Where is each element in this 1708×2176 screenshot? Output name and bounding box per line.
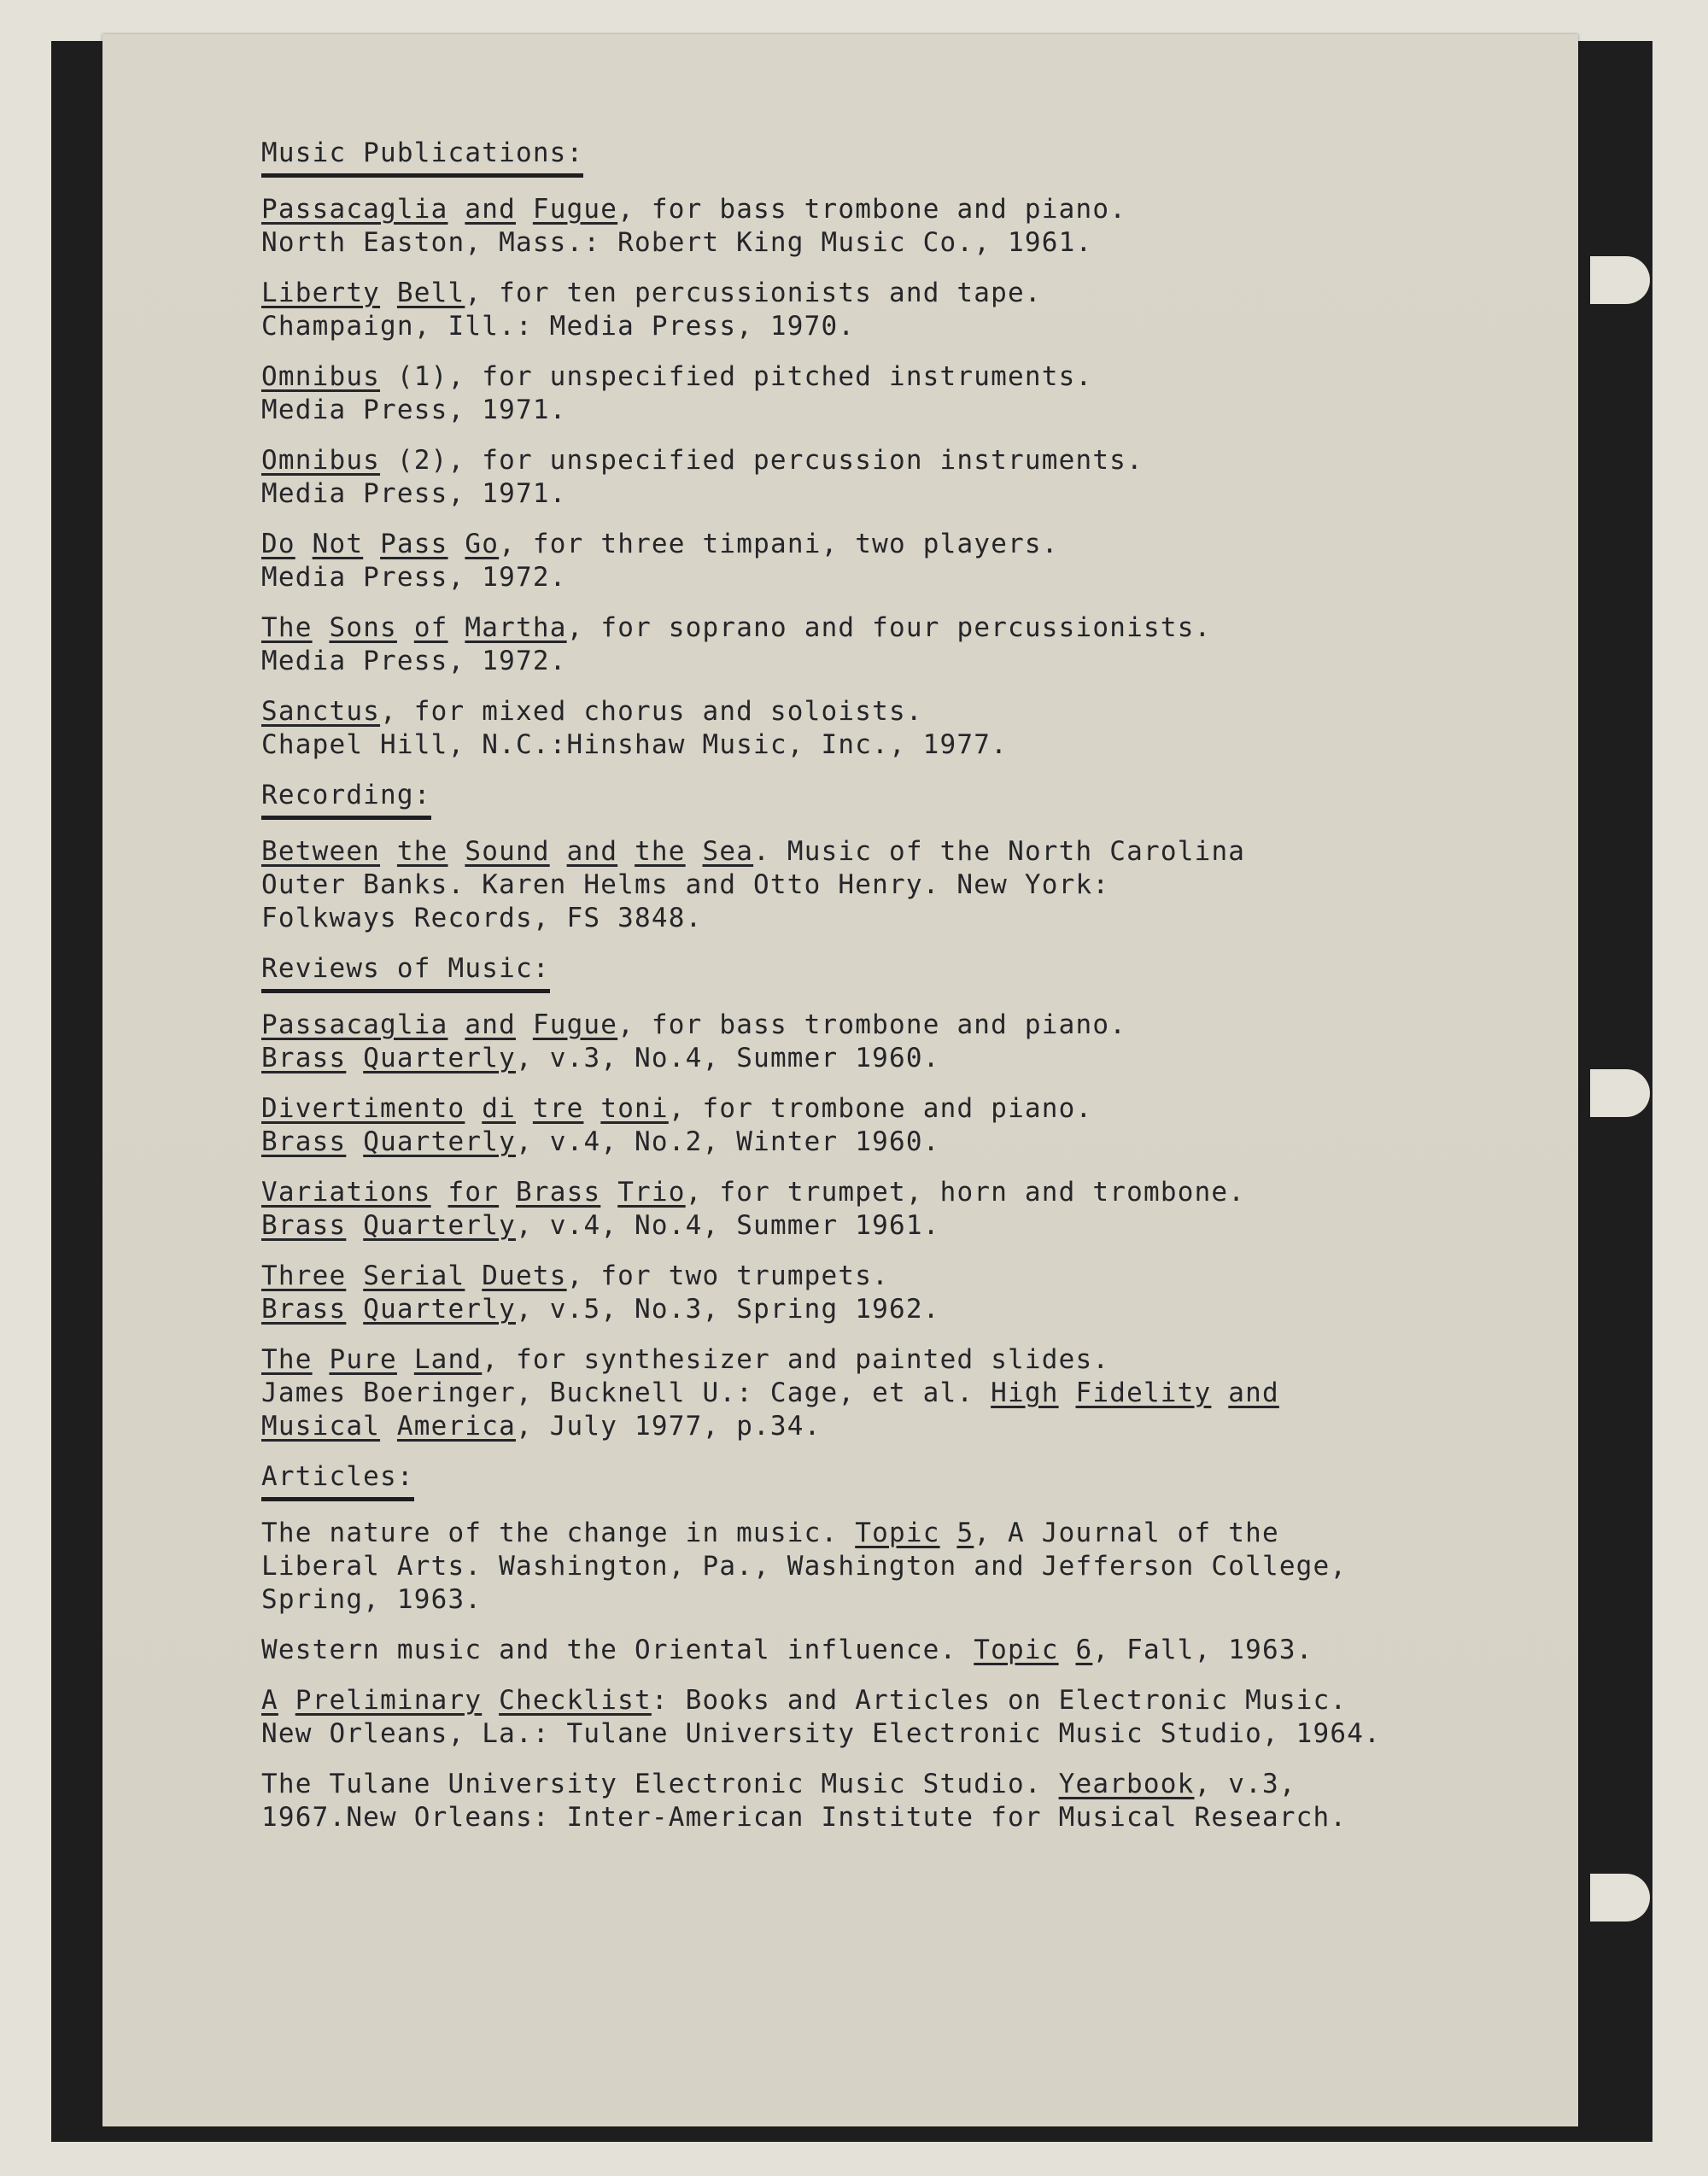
entry-line (261, 561, 1525, 594)
entry-line (261, 193, 1525, 226)
underlined-title-word: Topic (974, 1635, 1059, 1665)
entry-text: Liberal Arts. Washington, Pa., Washington and Jefferson College, (261, 1551, 1348, 1582)
bibliography-entry (261, 193, 1525, 260)
underlined-title-word: Duets (482, 1261, 567, 1291)
bibliography-entry (261, 1260, 1525, 1326)
entry-text (465, 1093, 482, 1124)
entry-text: Media Press, 1972. (261, 562, 567, 593)
entry-text: , v.5, No.3, Spring 1962. (515, 1294, 940, 1325)
underlined-title-word: Sound (465, 836, 550, 867)
entry-line (261, 477, 1525, 511)
entry-line (261, 1768, 1525, 1801)
entry-line (261, 1092, 1525, 1126)
entry-line (261, 1009, 1525, 1042)
underlined-title-word: Omnibus (261, 361, 381, 392)
underlined-title-word: and (1228, 1378, 1279, 1408)
underlined-title-word: Liberty (261, 278, 381, 308)
entry-line (261, 1801, 1525, 1834)
entry-text (499, 1177, 516, 1208)
entry-text: , v.3, (1194, 1769, 1296, 1799)
entry-text: Chapel Hill, N.C.:Hinshaw Music, Inc., 1977. (261, 729, 1008, 760)
entry-text (380, 1411, 397, 1442)
underlined-title-word: Go (465, 529, 500, 559)
entry-line (261, 1042, 1525, 1075)
bibliography-entry (261, 611, 1525, 678)
entry-text: Outer Banks. Karen Helms and Otto Henry. New York: (261, 869, 1110, 900)
underlined-title-word: Musical (261, 1411, 381, 1442)
entry-text: , July 1977, p.34. (515, 1411, 822, 1442)
underlined-title-word: the (396, 836, 448, 867)
entry-line (261, 728, 1525, 762)
underlined-title-word: Passacaglia (261, 1009, 448, 1040)
entry-line (261, 645, 1525, 678)
entry-text (278, 1685, 295, 1716)
entry-text: , for two trumpets. (566, 1261, 890, 1291)
entry-text (448, 836, 465, 867)
entry-text (583, 1093, 600, 1124)
entry-text: New Orleans, La.: Tulane University Electronic Music Studio, 1964. (261, 1718, 1381, 1749)
underlined-title-word: Fugue (532, 1009, 618, 1040)
underlined-title-word: Divertimento (261, 1093, 465, 1124)
bibliography-entry (261, 1684, 1525, 1751)
underlined-title-word: Land (413, 1344, 483, 1375)
entry-line (261, 611, 1525, 645)
section (261, 137, 1525, 762)
entry-line (261, 1410, 1525, 1443)
underlined-title-word: the (635, 836, 686, 867)
bibliography-entry (261, 1343, 1525, 1443)
entry-text: 1967.New Orleans: Inter-American Institute for Musical Research. (261, 1802, 1348, 1833)
entry-text (431, 1177, 448, 1208)
underlined-title-word: Not (312, 529, 364, 559)
entry-text (313, 1344, 330, 1375)
entry-line (261, 226, 1525, 260)
section-heading: Reviews of Music: (261, 952, 550, 993)
entry-text (346, 1210, 363, 1241)
underlined-title-word: Brass (261, 1126, 347, 1157)
bibliography-entry (261, 444, 1525, 511)
document-body (261, 137, 1525, 1851)
entry-text (397, 1344, 414, 1375)
underlined-title-word: Yearbook (1058, 1769, 1195, 1799)
entry-line (261, 1634, 1525, 1667)
entry-text (346, 1126, 363, 1157)
entry-text: (1), for unspecified pitched instruments. (380, 361, 1093, 392)
underlined-title-word: and (465, 1009, 516, 1040)
underlined-title-word: Passacaglia (261, 194, 448, 225)
underlined-title-word: Variations (261, 1177, 431, 1208)
section-heading: Music Publications: (261, 137, 583, 178)
entry-text: Media Press, 1972. (261, 646, 567, 676)
bibliography-entry (261, 835, 1525, 935)
entry-text: , for bass trombone and piano. (617, 194, 1127, 225)
bibliography-entry (261, 1176, 1525, 1243)
underlined-title-word: Brass (261, 1043, 347, 1073)
entry-line (261, 1293, 1525, 1326)
entry-text (397, 612, 414, 643)
entry-text: Media Press, 1971. (261, 395, 567, 425)
entry-text: , for trombone and piano. (668, 1093, 1093, 1124)
bibliography-entry (261, 528, 1525, 594)
underlined-title-word: Brass (261, 1210, 347, 1241)
entry-text: (2), for unspecified percussion instruments. (380, 445, 1144, 476)
entry-line (261, 1126, 1525, 1159)
entry-line (261, 528, 1525, 561)
entry-text (380, 836, 397, 867)
section (261, 779, 1525, 935)
entry-text: Folkways Records, FS 3848. (261, 903, 703, 933)
section-heading: Articles: (261, 1460, 414, 1501)
entry-text (1059, 1635, 1076, 1665)
entry-line (261, 902, 1525, 935)
underlined-title-word: and (566, 836, 618, 867)
entry-text (448, 194, 465, 225)
underlined-title-word: Martha (465, 612, 567, 643)
entry-text (346, 1261, 363, 1291)
underlined-title-word: Fugue (532, 194, 618, 225)
underlined-title-word: Quarterly (363, 1043, 516, 1073)
entry-line (261, 835, 1525, 869)
underlined-title-word: A (261, 1685, 278, 1716)
entry-text: James Boeringer, Bucknell U.: Cage, et al. (261, 1378, 991, 1408)
entry-text: The nature of the change in music. (261, 1518, 856, 1548)
entry-text: Western music and the Oriental influence. (261, 1635, 974, 1665)
entry-text: , for three timpani, two players. (499, 529, 1059, 559)
entry-text: , for synthesizer and painted slides. (482, 1344, 1110, 1375)
bibliography-entry (261, 695, 1525, 762)
entry-text (686, 836, 703, 867)
underlined-title-word: Sanctus (261, 696, 381, 727)
underlined-title-word: Sons (329, 612, 397, 643)
underlined-title-word: The (261, 1344, 313, 1375)
underlined-title-word: Pass (380, 529, 448, 559)
entry-text (516, 1093, 533, 1124)
entry-text: . Music of the North Carolina (753, 836, 1246, 867)
entry-line (261, 1209, 1525, 1243)
entry-text (516, 1009, 533, 1040)
entry-text (1211, 1378, 1228, 1408)
underlined-title-word: Preliminary (295, 1685, 483, 1716)
entry-text (313, 612, 330, 643)
underlined-title-word: toni (600, 1093, 669, 1124)
underlined-title-word: Checklist (499, 1685, 652, 1716)
underlined-title-word: di (482, 1093, 516, 1124)
entry-text (380, 278, 397, 308)
punch-hole-middle (1590, 1069, 1650, 1117)
bibliography-entry (261, 1634, 1525, 1667)
entry-line (261, 1343, 1525, 1377)
entry-line (261, 1684, 1525, 1717)
underlined-title-word: Trio (617, 1177, 686, 1208)
underlined-title-word: Quarterly (363, 1294, 516, 1325)
underlined-title-word: of (413, 612, 448, 643)
entry-text: , v.3, No.4, Summer 1960. (515, 1043, 940, 1073)
underlined-title-word: Three (261, 1261, 347, 1291)
entry-line (261, 277, 1525, 310)
bibliography-entry (261, 1768, 1525, 1834)
entry-text: Champaign, Ill.: Media Press, 1970. (261, 311, 856, 342)
entry-text (600, 1177, 617, 1208)
underlined-title-word: Quarterly (363, 1210, 516, 1241)
entry-line (261, 360, 1525, 394)
entry-line (261, 1550, 1525, 1583)
bibliography-entry (261, 1517, 1525, 1617)
entry-text (940, 1518, 957, 1548)
entry-text: , for ten percussionists and tape. (465, 278, 1042, 308)
underlined-title-word: High (991, 1378, 1059, 1408)
entry-text: , for bass trombone and piano. (617, 1009, 1127, 1040)
entry-line (261, 1377, 1525, 1410)
underlined-title-word: and (465, 194, 516, 225)
bibliography-entry (261, 1009, 1525, 1075)
entry-text (465, 1261, 482, 1291)
entry-line (261, 1517, 1525, 1550)
entry-line (261, 444, 1525, 477)
underlined-title-word: America (396, 1411, 516, 1442)
entry-line (261, 1176, 1525, 1209)
bibliography-entry (261, 360, 1525, 427)
punch-hole-top (1590, 256, 1650, 304)
underlined-title-word: Fidelity (1075, 1378, 1212, 1408)
entry-line (261, 1717, 1525, 1751)
entry-text: , Fall, 1963. (1092, 1635, 1313, 1665)
entry-line (261, 869, 1525, 902)
entry-text: , v.4, No.4, Summer 1961. (515, 1210, 940, 1241)
underlined-title-word: Sea (702, 836, 754, 867)
entry-text (346, 1294, 363, 1325)
entry-text (346, 1043, 363, 1073)
entry-text (550, 836, 567, 867)
entry-line (261, 394, 1525, 427)
entry-text (295, 529, 313, 559)
underlined-title-word: Serial (363, 1261, 465, 1291)
underlined-title-word: Brass (261, 1294, 347, 1325)
underlined-title-word: 6 (1075, 1635, 1093, 1665)
entry-text (617, 836, 635, 867)
section-heading: Recording: (261, 779, 431, 820)
bibliography-entry (261, 277, 1525, 343)
entry-text (448, 529, 465, 559)
underlined-title-word: Between (261, 836, 381, 867)
entry-line (261, 1583, 1525, 1617)
underlined-title-word: for (447, 1177, 500, 1208)
underlined-title-word: The (261, 612, 313, 643)
underlined-title-word: Do (261, 529, 295, 559)
bibliography-entry (261, 1092, 1525, 1159)
underlined-title-word: Bell (396, 278, 465, 308)
underlined-title-word: Brass (515, 1177, 601, 1208)
entry-text: , for mixed chorus and soloists. (380, 696, 923, 727)
entry-text: , v.4, No.2, Winter 1960. (515, 1126, 940, 1157)
punch-hole-bottom (1590, 1874, 1650, 1922)
entry-text (1059, 1378, 1076, 1408)
underlined-title-word: tre (532, 1093, 584, 1124)
entry-line (261, 310, 1525, 343)
underlined-title-word: Topic (855, 1518, 940, 1548)
entry-text (482, 1685, 499, 1716)
entry-text (363, 529, 380, 559)
entry-text (448, 1009, 465, 1040)
section (261, 1460, 1525, 1834)
underlined-title-word: Quarterly (363, 1126, 516, 1157)
entry-text (516, 194, 533, 225)
entry-text: , for soprano and four percussionists. (566, 612, 1212, 643)
entry-line (261, 695, 1525, 728)
underlined-title-word: Pure (329, 1344, 397, 1375)
entry-text: North Easton, Mass.: Robert King Music Co., 1961. (261, 227, 1093, 258)
entry-line (261, 1260, 1525, 1293)
section (261, 952, 1525, 1443)
entry-text (448, 612, 465, 643)
underlined-title-word: Omnibus (261, 445, 381, 476)
entry-text: : Books and Articles on Electronic Music. (651, 1685, 1348, 1716)
entry-text: , for trumpet, horn and trombone. (685, 1177, 1246, 1208)
entry-text: Media Press, 1971. (261, 478, 567, 509)
entry-text: Spring, 1963. (261, 1584, 483, 1615)
entry-text: , A Journal of the (974, 1518, 1279, 1548)
entry-text: The Tulane University Electronic Music Studio. (261, 1769, 1059, 1799)
underlined-title-word: 5 (956, 1518, 974, 1548)
